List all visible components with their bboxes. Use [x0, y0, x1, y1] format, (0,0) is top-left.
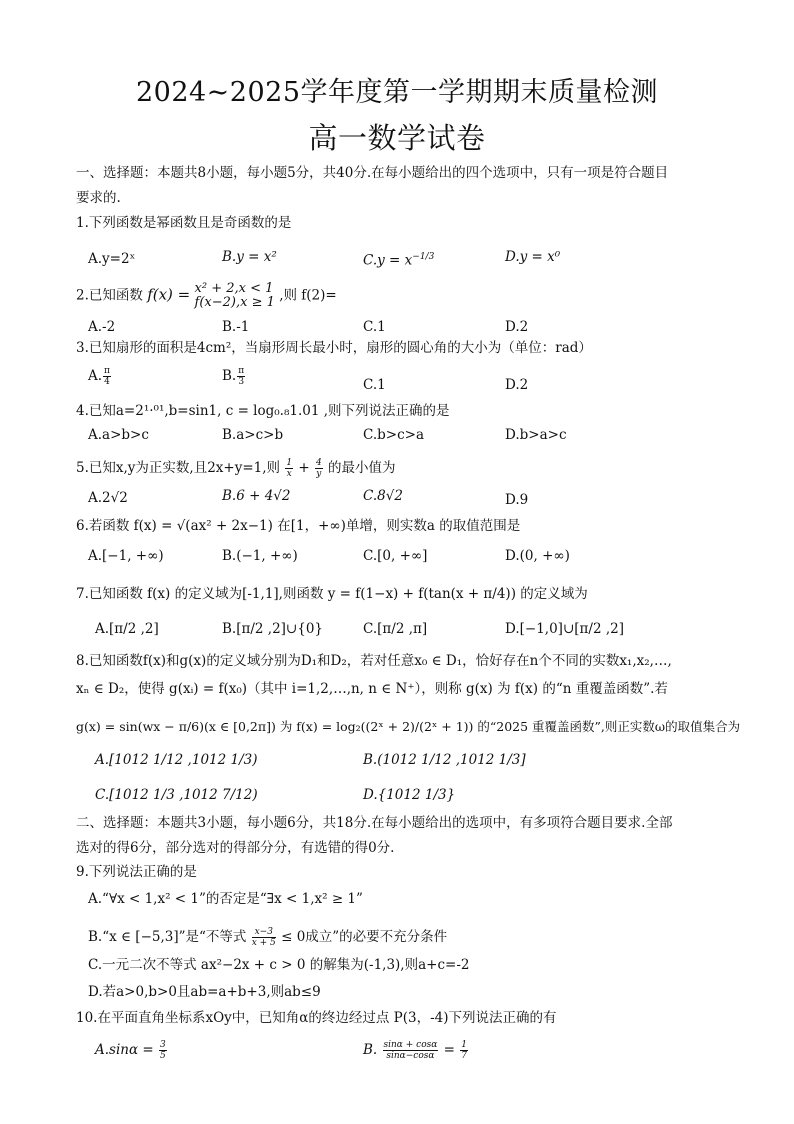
q4-option-c: C.b>c>a [363, 427, 425, 443]
q3-b-numerator: π [238, 366, 245, 376]
q3-option-b [222, 366, 246, 387]
q3-b-denominator: 3 [238, 377, 245, 387]
q10-option-a-prefix: A.sinα = [95, 1042, 154, 1058]
q3-option-a-label: A. [88, 368, 103, 384]
q4-stem: 4.已知a=2¹·⁰¹,b=sin1, c = log₀.₈1.01 ,则下列说法正确的是 [76, 403, 450, 419]
q7-option-b: B.[π/2 ,2]∪{0} [222, 621, 324, 637]
q2-function: f(x) = [147, 285, 191, 304]
q8-option-b: B.(1012 1/12 ,1012 1/3] [363, 752, 526, 768]
q3-a-denominator: 4 [104, 377, 110, 387]
q1-option-d: D.y = x⁰ [505, 249, 561, 265]
q5-option-c: C.8√2 [363, 488, 403, 504]
q8-line3: g(x) = sin(wx − π/6)(x ∈ [0,2π]) 为 f(x) = log₂((2ˣ + 2)/(2ˣ + 1)) 的“2025 重覆盖函数”,则正实数ω的取值集合为 [76, 719, 741, 734]
q9-option-d: D.若a>0,b>0且ab=a+b+3,则ab≤9 [88, 984, 321, 1000]
q3-option-a-fraction [103, 366, 111, 387]
q2-option-a: A.-2 [88, 319, 116, 335]
q6-option-a: A.[−1, +∞) [88, 548, 164, 564]
q10-option-a-fraction [159, 1040, 167, 1061]
q3-option-c: C.1 [363, 377, 386, 393]
q10-stem: 10.在平面直角坐标系xOy中，已知角α的终边经过点 P(3，-4)下列说法正确的有 [76, 1010, 557, 1026]
q9-option-b-suffix: ≤ 0成立”的必要不充分条件 [281, 929, 448, 945]
q9-option-b-fraction [252, 927, 276, 948]
q2-stem [76, 282, 337, 310]
q2-option-d: D.2 [505, 319, 529, 335]
q8-option-a: A.[1012 1/12 ,1012 1/3) [95, 752, 258, 768]
q3-stem: 3.已知扇形的面积是4cm²，当扇形周长最小时，扇形的圆心角的大小为（单位：rad） [76, 340, 592, 356]
q10-a-numerator: 3 [160, 1040, 166, 1050]
q5-fraction-1 [285, 458, 293, 479]
q10-b-numerator: sinα + cosα [383, 1040, 438, 1050]
q10-option-b-fraction [383, 1040, 439, 1061]
q5-prefix: 5.已知x,y为正实数,且2x+y=1,则 [76, 460, 281, 476]
section2-instruction-line2: 选对的得6分，部分选对的得部分分，有选错的得0分. [76, 840, 395, 856]
q7-option-d: D.[−1,0]∪[π/2 ,2] [505, 621, 624, 637]
q1-option-c-exponent: −1/3 [412, 252, 435, 262]
q7-stem: 7.已知函数 f(x) 的定义域为[-1,1],则函数 y = f(1−x) + f(tan(x + π/4)) 的定义域为 [76, 586, 588, 602]
exam-title: 2024~2025学年度第一学期期末质量检测 [135, 77, 659, 108]
q5-f1-numerator: 1 [286, 458, 293, 468]
q2-piecewise [195, 282, 275, 310]
q5-option-d: D.9 [505, 492, 529, 508]
q9-b-numerator: x−3 [252, 927, 276, 938]
q2-case2: f(x−2),x ≥ 1 [194, 295, 275, 310]
section2-instruction-line1: 二、选择题：本题共3小题，每小题6分，共18分.在每小题给出的选项中，有多项符合题目要求.全部 [76, 815, 673, 831]
q3-option-a [88, 366, 112, 387]
q5-f2-numerator: 4 [315, 458, 322, 468]
q1-option-c-base: C.y = x [363, 252, 413, 269]
q4-option-a: A.a>b>c [88, 427, 149, 443]
q5-option-a: A.2√2 [88, 490, 128, 506]
q8-option-d: D.{1012 1/3} [363, 787, 456, 803]
q2-case1: x² + 2,x < 1 [194, 281, 274, 296]
q2-suffix: ,则 f(2)= [279, 287, 337, 304]
q9-option-b-prefix: B.“x ∈ [−5,3]”是“不等式 [88, 929, 247, 945]
q2-option-c: C.1 [363, 319, 386, 335]
q10-option-b-result [460, 1040, 468, 1061]
section1-instruction-line2: 要求的. [76, 190, 121, 206]
q6-option-c: C.[0, +∞] [363, 548, 428, 564]
q10-b-result-denominator: 7 [461, 1051, 467, 1061]
q1-option-a: A.y=2ˣ [88, 251, 136, 267]
q9-option-b [88, 927, 447, 948]
q8-option-c: C.[1012 1/3 ,1012 7/12) [95, 787, 258, 803]
exam-subtitle: 高一数学试卷 [308, 121, 486, 155]
q10-option-b [363, 1040, 469, 1061]
q5-f1-denominator: x [286, 469, 292, 479]
q7-option-a: A.[π/2 ,2] [95, 621, 159, 637]
q3-a-numerator: π [104, 366, 110, 376]
q7-option-c: C.[π/2 ,π] [363, 621, 428, 637]
q1-stem: 1.下列函数是幂函数且是奇函数的是 [76, 215, 292, 231]
q1-option-c [363, 248, 434, 270]
section1-instruction-line1: 一、选择题：本题共8小题，每小题5分，共40分.在每小题给出的四个选项中，只有一项是符合题目 [76, 165, 669, 181]
q4-option-d: D.b>a>c [505, 427, 567, 443]
q5-stem [76, 458, 396, 479]
q1-option-b: B.y = x² [222, 249, 277, 265]
q2-option-b: B.-1 [222, 319, 250, 335]
q5-plus: + [298, 460, 310, 476]
q5-f2-denominator: y [316, 469, 322, 479]
q10-b-denominator: sinα−cosα [386, 1051, 435, 1061]
q9-stem: 9.下列说法正确的是 [76, 864, 197, 880]
q4-option-b: B.a>c>b [222, 427, 284, 443]
q2-prefix: 2.已知函数 [76, 287, 143, 304]
q6-stem: 6.若函数 f(x) = √(ax² + 2x−1) 在[1，+∞)单增，则实数a 的取值范围是 [76, 518, 521, 534]
q10-option-b-equals: = [443, 1042, 455, 1058]
q9-option-c: C.一元二次不等式 ax²−2x + c > 0 的解集为(-1,3),则a+c=-2 [88, 957, 470, 973]
q5-fraction-2 [315, 458, 323, 479]
q6-option-d: D.(0, +∞) [505, 548, 570, 564]
q5-suffix: 的最小值为 [328, 460, 396, 476]
q6-option-b: B.(−1, +∞) [222, 548, 298, 564]
q10-option-a [95, 1040, 168, 1061]
q9-b-denominator: x + 5 [251, 938, 276, 948]
q3-option-d: D.2 [505, 377, 529, 393]
q8-line1: 8.已知函数f(x)和g(x)的定义域分别为D₁和D₂，若对任意x₀ ∈ D₁，恰好存在n个不同的实数x₁,x₂,…, [76, 653, 672, 669]
q3-option-b-fraction [237, 366, 245, 387]
q3-option-b-label: B. [222, 368, 237, 384]
q5-option-b: B.6 + 4√2 [222, 488, 291, 504]
q10-a-denominator: 5 [160, 1051, 166, 1061]
q9-option-a: A.“∀x < 1,x² < 1”的否定是“∃x < 1,x² ≥ 1” [88, 891, 363, 907]
q10-option-b-prefix: B. [363, 1042, 378, 1058]
q10-b-result-numerator: 1 [461, 1040, 467, 1050]
q8-line2: xₙ ∈ D₂，使得 g(xᵢ) = f(x₀)（其中 i=1,2,…,n, n ∈ N⁺），则称 g(x) 为 f(x) 的“n 重覆盖函数”.若 [76, 681, 668, 697]
